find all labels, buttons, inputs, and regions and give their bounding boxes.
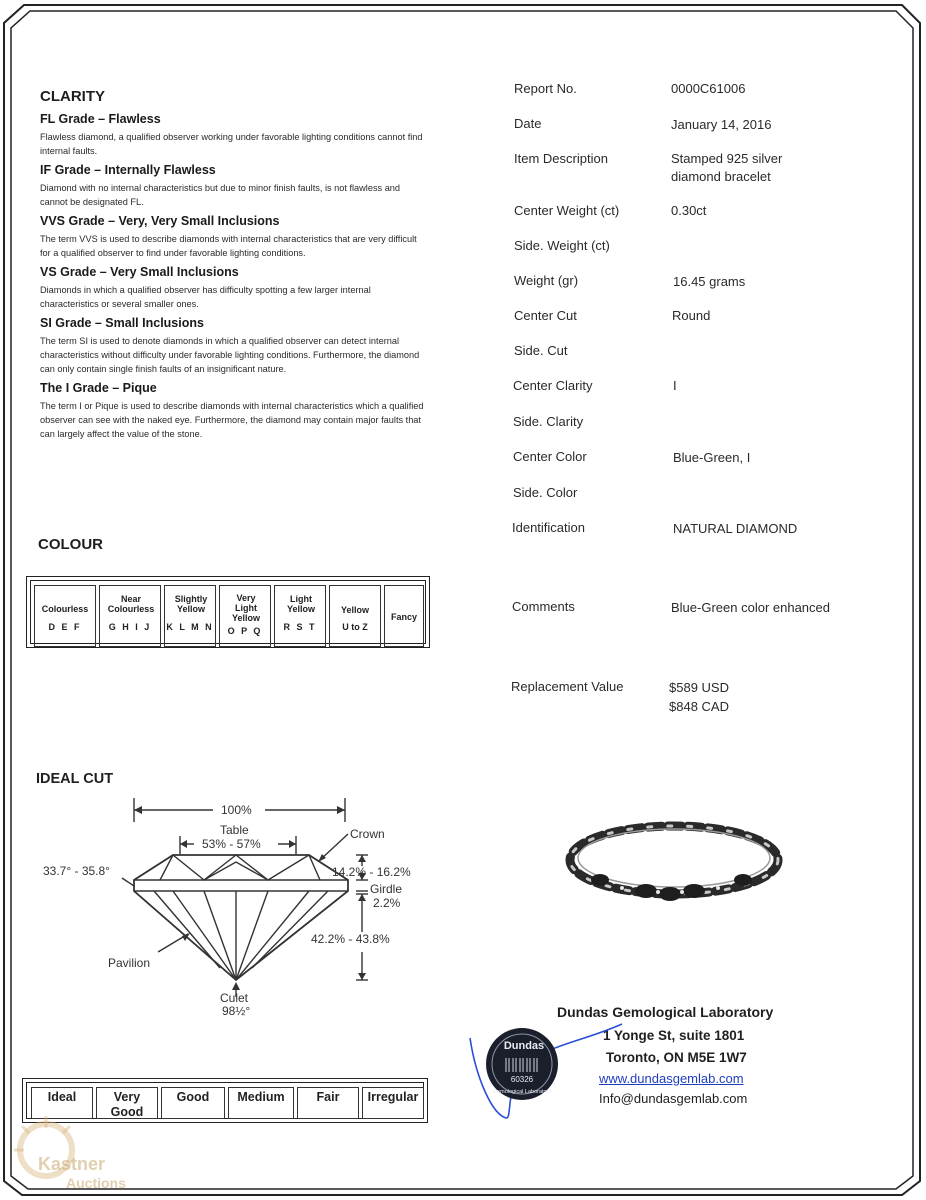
colour-cell [384, 585, 424, 647]
field-comments-label: Comments [512, 599, 575, 614]
clarity-grade-vs [40, 265, 425, 311]
dim-total: 100% [221, 803, 252, 817]
colour-label: Very Light Yellow [231, 593, 260, 623]
cut-grade-cell: Very Good [96, 1087, 158, 1119]
clarity-grade-i [40, 381, 425, 441]
field-center-weight-label: Center Weight (ct) [514, 203, 620, 218]
ideal-cut-diagram [30, 792, 430, 1027]
field-center-color-value: Blue-Green, I [673, 450, 751, 465]
field-comments-value: Blue-Green color enhanced [671, 600, 830, 615]
field-center-cut-value: Round [672, 308, 711, 323]
colour-grades: R S T [283, 622, 317, 632]
cut-grade-cell: Ideal [31, 1087, 93, 1119]
grade-heading: FL Grade – Flawless [40, 112, 161, 126]
grade-heading: VVS Grade – Very, Very Small Inclusions [40, 214, 280, 228]
clarity-grade-fl [40, 112, 425, 158]
colour-cell [34, 585, 96, 647]
field-center-color-label: Center Color [513, 449, 587, 464]
colour-label: Slightly Yellow [174, 594, 208, 614]
watermark-line-2: Auctions [66, 1175, 126, 1191]
table-label: Table [220, 823, 249, 837]
lab-name: Dundas Gemological Laboratory [557, 1004, 774, 1020]
field-center-clarity-value: I [673, 378, 677, 393]
lab-email: Info@dundasgemlab.com [599, 1091, 748, 1106]
cut-grade-cell: Fair [297, 1087, 359, 1119]
lab-seal [462, 1018, 632, 1128]
colour-cell [99, 585, 161, 647]
crown-height: 14.2% - 16.2% [332, 865, 411, 879]
field-replacement-value-label: Replacement Value [511, 679, 624, 694]
clarity-grade-si [40, 316, 425, 376]
grade-description: The term SI is used to denote diamonds in which a qualified observer can detect internal characteristics without difficulty under favorable lighting conditions. Furthermore, the diamond can only contain single finish faults of an insignificant nature. [40, 336, 420, 374]
seal-number: 60326 [510, 1075, 534, 1084]
grade-description: Flawless diamond, a qualified observer working under favorable lighting conditions cannot find internal faults. [40, 132, 423, 156]
girdle-label: Girdle [370, 882, 403, 896]
colour-scale-table [26, 576, 430, 648]
lab-address-2: Toronto, ON M5E 1W7 [606, 1050, 747, 1065]
table-range: 53% - 57% [202, 837, 261, 851]
field-weight-gr-value: 16.45 grams [673, 274, 746, 289]
clarity-grade-vvs [40, 214, 425, 260]
clarity-title: CLARITY [40, 88, 105, 105]
colour-grades: U to Z [342, 622, 368, 632]
field-item-description-label: Item Description [514, 151, 608, 166]
grade-description: Diamonds in which a qualified observer has difficulty spotting a few larger internal characteristics or several smaller ones. [40, 285, 371, 309]
field-side-weight-label: Side. Weight (ct) [514, 238, 610, 253]
field-weight-gr-label: Weight (gr) [514, 273, 579, 288]
lab-website-link[interactable]: www.dundasgemlab.com [599, 1071, 744, 1086]
clarity-grade-if [40, 163, 425, 209]
colour-title: COLOUR [38, 536, 103, 553]
colour-label: Light Yellow [286, 594, 315, 614]
watermark-line-1: Kastner [38, 1154, 106, 1174]
field-center-weight-value: 0.30ct [671, 203, 707, 218]
field-center-clarity-label: Center Clarity [513, 378, 593, 393]
colour-label: Yellow [340, 605, 369, 615]
colour-cell [274, 585, 326, 647]
colour-cell [164, 585, 216, 647]
grade-heading: IF Grade – Internally Flawless [40, 163, 216, 177]
colour-cell [329, 585, 381, 647]
clarity-grades [40, 112, 425, 446]
grade-description: Diamond with no internal characteristics but due to minor finish faults, is not flawless and cannot be designated FL. [40, 183, 401, 207]
field-center-cut-label: Center Cut [514, 308, 577, 323]
culet-value: 98½° [222, 1004, 251, 1018]
grade-heading: SI Grade – Small Inclusions [40, 316, 204, 330]
seal-bottom-text: Gemological Laboratory [492, 1089, 552, 1095]
colour-label: Near Colourless [107, 594, 155, 614]
colour-grades: K L M N [166, 622, 214, 632]
field-identification-value: NATURAL DIAMOND [673, 521, 798, 536]
field-identification-label: Identification [512, 520, 585, 535]
field-report-no-label: Report No. [514, 81, 577, 96]
field-item-description-value: Stamped 925 silver [671, 151, 783, 166]
grade-description: The term I or Pique is used to describe diamonds with internal characteristics which a qualified observer can see with the naked eye. Furthermore, the diamond may contain major faults that can largely affect the value of the stone. [40, 401, 424, 439]
colour-cell [219, 585, 271, 647]
field-replacement-cad: $848 CAD [669, 699, 729, 714]
seal-top-text: Dundas [503, 1040, 545, 1052]
field-report-no-value: 0000C61006 [671, 81, 746, 96]
girdle-value: 2.2% [373, 896, 401, 910]
bracelet-photo [558, 810, 790, 920]
pavilion-depth: 42.2% - 43.8% [311, 932, 390, 946]
grade-heading: VS Grade – Very Small Inclusions [40, 265, 239, 279]
colour-grades: D E F [48, 622, 82, 632]
lab-address-1: 1 Yonge St, suite 1801 [603, 1028, 745, 1043]
cut-grade-cell: Good [161, 1087, 225, 1119]
grade-heading: The I Grade – Pique [40, 381, 157, 395]
auction-watermark-logo [12, 1114, 142, 1194]
grade-description: The term VVS is used to describe diamonds with internal characteristics that are very difficult for a qualified observer to find under favorable lighting conditions. [40, 234, 417, 258]
crown-angle: 33.7° - 35.8° [43, 864, 110, 878]
colour-label: Fancy [390, 612, 417, 622]
ideal-cut-title: IDEAL CUT [36, 771, 114, 787]
colour-label: Colourless [41, 604, 89, 614]
cut-grade-cell: Irregular [362, 1087, 424, 1119]
field-date-label: Date [514, 116, 542, 131]
field-side-color-label: Side. Color [513, 485, 578, 500]
colour-grades: G H I J [108, 622, 152, 632]
crown-label: Crown [350, 827, 385, 841]
field-date-value: January 14, 2016 [671, 117, 772, 132]
culet-label: Culet [220, 991, 249, 1005]
colour-grades: O P Q [227, 626, 263, 636]
field-item-description-value-2: diamond bracelet [671, 169, 771, 184]
field-side-clarity-label: Side. Clarity [513, 414, 584, 429]
cut-grade-cell: Medium [228, 1087, 294, 1119]
field-replacement-usd: $589 USD [669, 680, 729, 695]
field-side-cut-label: Side. Cut [514, 343, 568, 358]
pavilion-label: Pavilion [108, 956, 151, 970]
